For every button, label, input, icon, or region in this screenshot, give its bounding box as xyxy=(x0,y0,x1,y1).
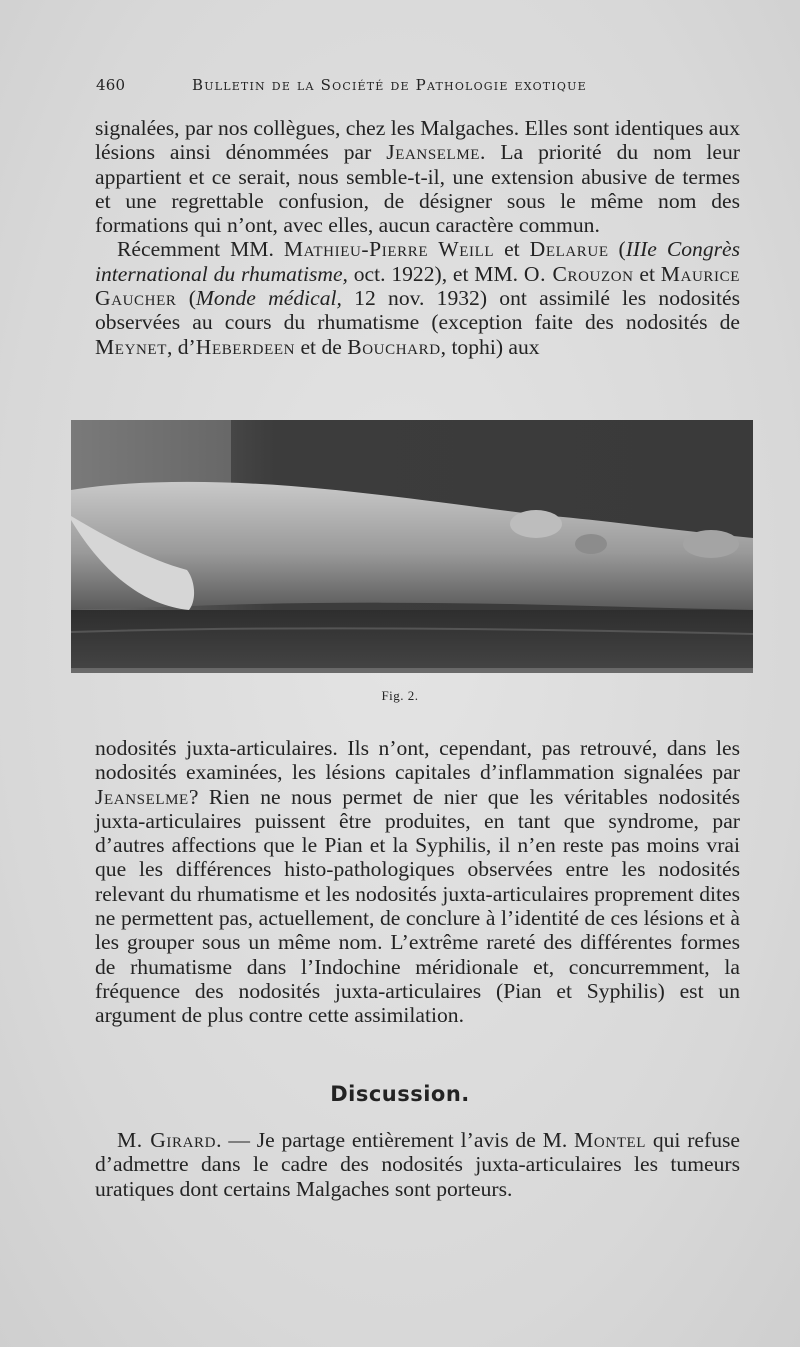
author-name: Maurice Gaucher xyxy=(95,261,740,311)
reference-title: Monde médical, xyxy=(195,286,342,311)
section-heading: Discussion. xyxy=(330,1082,470,1106)
photograph-image xyxy=(71,420,753,673)
paragraph-2: Récemment MM. Mathieu-Pierre Weill et Delarue (IIIe Congrès international du rhumatisme, oct. 1922), et MM. O. Crouzon et Maurice Gaucher (Monde médical, 12 nov. 1932) ont assimilé les nodosités observées au cours du rhumatisme (exception faite des nodosités de Meynet, d’Heberdeen et de Bouchard, tophi) aux xyxy=(95,237,741,359)
speaker-name: M. Girard xyxy=(117,1128,217,1152)
author-name: Montel xyxy=(574,1128,646,1152)
author-name: Jeanselme xyxy=(386,140,481,165)
author-name: Jeanselme xyxy=(95,784,189,809)
paragraph-3: nodosités juxta-articulaires. Ils n’ont, cependant, pas retrouvé, dans les nodosités examinées, les lésions capitales d’inflammation signalées par Jeanselme? Rien ne nous permet de nier que les véritables nodosités juxta-articulaires puissent être produites, en tant que syndrome, par d’autres affections que le Pian et la Syphilis, il n’en reste pas moins vrai que les différences histo-pathologiques observées entre les nodosités relevant du rhumatisme et les nodosités juxta-articulaires proprement dites ne permettent pas, actuellement, de conclure à l’identité de ces lésions et à les grouper sous un même nom. L’extrême rareté des différentes formes de rhumatisme dans l’Indochine méridionale et, concurremment, la fréquence des nodosités juxta-articulaires (Pian et Syphilis) est un argument de plus contre cette assimilation. xyxy=(95,736,740,1028)
paragraph-4: M. Girard. — Je partage entièrement l’avis de M. Montel qui refuse d’admettre dans le cadre des nodosités juxta-articulaires les tumeurs uratiques dont certains Malgaches sont porteurs. xyxy=(95,1128,740,1201)
author-name: Delarue xyxy=(529,237,609,262)
figure-caption: Fig. 2. xyxy=(381,688,419,703)
text-block-middle xyxy=(95,736,740,1028)
reference-title: IIIe Congrès international du rhumatisme, xyxy=(95,237,741,286)
page-number: 460 xyxy=(96,76,126,94)
text-block-discussion xyxy=(95,1128,740,1201)
text-block-top xyxy=(95,116,740,359)
author-name: Mathieu-Pierre Weill xyxy=(283,237,495,262)
figure-photograph xyxy=(71,420,753,673)
author-name: Bouchard xyxy=(347,334,441,359)
author-name: Heberdeen xyxy=(195,334,296,359)
running-title: Bulletin de la Société de Pathologie exotique xyxy=(192,76,587,94)
paragraph-1: signalées, par nos collègues, chez les Malgaches. Elles sont identiques aux lésions ainsi dénommées par Jeanselme. La priorité du nom leur appartient et ce serait, nous semble-t-il, une extension abusive de termes et une regrettable confusion, de désigner sous le même nom des formations qui n’ont, avec elles, aucun caractère commun. xyxy=(95,116,740,238)
page-header xyxy=(96,76,656,100)
author-name: Meynet xyxy=(95,334,167,359)
author-name: O. Crouzon xyxy=(523,261,634,286)
